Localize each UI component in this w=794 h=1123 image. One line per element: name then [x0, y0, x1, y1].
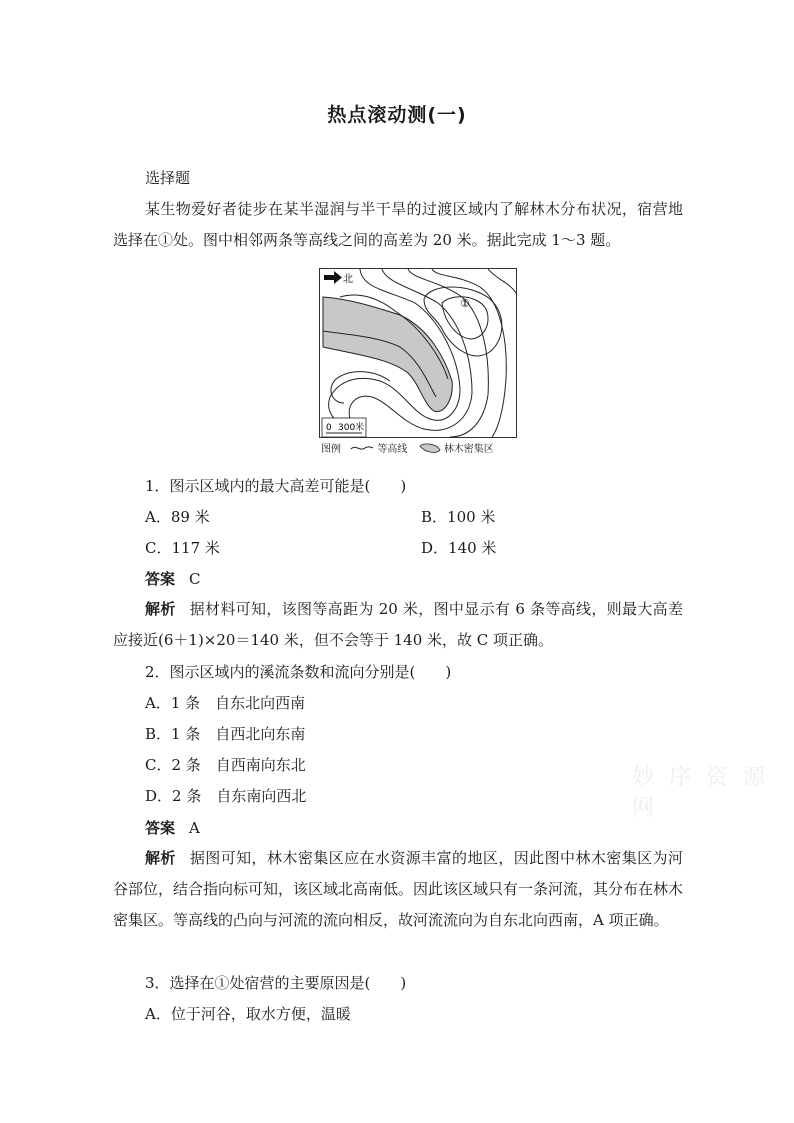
answer-value: A: [189, 819, 200, 837]
scale-zero: 0: [326, 423, 332, 433]
analysis-text: 据图可知，林木密集区应在水资源丰富的地区，因此图中林木密集区为河谷部位，结合指向标可知，该区域北高南低。因此该区域只有一条河流，其分布在林木密集区。等高线的凸向与河流的流向相反，故河流流向为自东北向西南，A 项正确。: [113, 849, 684, 929]
q3-option-a: A．位于河谷，取水方便，温暖: [145, 1005, 351, 1023]
map-legend: [321, 440, 494, 455]
north-label: 北: [343, 274, 353, 285]
q1-answer: [145, 569, 201, 589]
q2-option-c: C．2 条 自西南向东北: [145, 756, 306, 774]
analysis-label: 解析: [145, 600, 176, 618]
q2-stem: 2．图示区域内的溪流条数和流向分别是( ): [145, 663, 452, 681]
contour-legend-icon: [350, 443, 374, 453]
q1-option-b: B．100 米: [421, 508, 496, 526]
page-title: 热点滚动测(一): [327, 104, 467, 126]
scale-label: 300米: [338, 423, 365, 433]
forest-legend-icon: [419, 442, 441, 454]
q2-option-b: B．1 条 自西北向东南: [145, 725, 306, 743]
north-arrow-icon: [324, 271, 342, 284]
answer-label: 答案: [145, 570, 176, 588]
answer-value: C: [189, 570, 201, 588]
q1-stem: 1．图示区域内的最大高差可能是( ): [145, 477, 407, 495]
q1-option-a: A．89 米: [145, 508, 210, 526]
analysis-label: 解析: [145, 849, 176, 867]
legend-title: 图例: [321, 444, 341, 455]
q2-analysis: [113, 843, 683, 936]
q3-stem: 3．选择在①处宿营的主要原因是( ): [145, 974, 407, 992]
q2-answer: [145, 818, 200, 838]
q2-option-a: A．1 条 自东北向西南: [145, 694, 306, 712]
section-heading: 选择题: [145, 169, 191, 187]
contour-line: [432, 269, 506, 437]
site-marker-label: ①: [460, 297, 470, 310]
analysis-text: 据材料可知，该图等高距为 20 米，图中显示有 6 条等高线，则最大高差应接近(6＋1)×20＝140 米，但不会等于 140 米，故 C 项正确。: [113, 600, 683, 649]
contour-map-figure: [316, 268, 516, 460]
legend-forest: 林木密集区: [443, 444, 494, 455]
contour-line: [488, 269, 516, 293]
q1-option-d: D．140 米: [421, 539, 497, 557]
intro-paragraph: 某生物爱好者徒步在某半湿润与半干旱的过渡区域内了解林木分布状况，宿营地选择在①处。图中相邻两条等高线之间的高差为 20 米。据此完成 1～3 题。: [113, 200, 683, 249]
q1-option-c: C．117 米: [145, 539, 220, 557]
contour-line: [331, 372, 390, 403]
q2-option-d: D．2 条 自东南向西北: [145, 787, 307, 805]
contour-map-svg: [320, 269, 516, 437]
forest-area: [323, 297, 452, 412]
answer-label: 答案: [145, 819, 176, 837]
legend-contour: 等高线: [377, 444, 408, 455]
contour-map: [319, 268, 517, 438]
watermark: 妙 序 资 源 网: [632, 765, 769, 821]
q1-analysis: [113, 594, 683, 656]
